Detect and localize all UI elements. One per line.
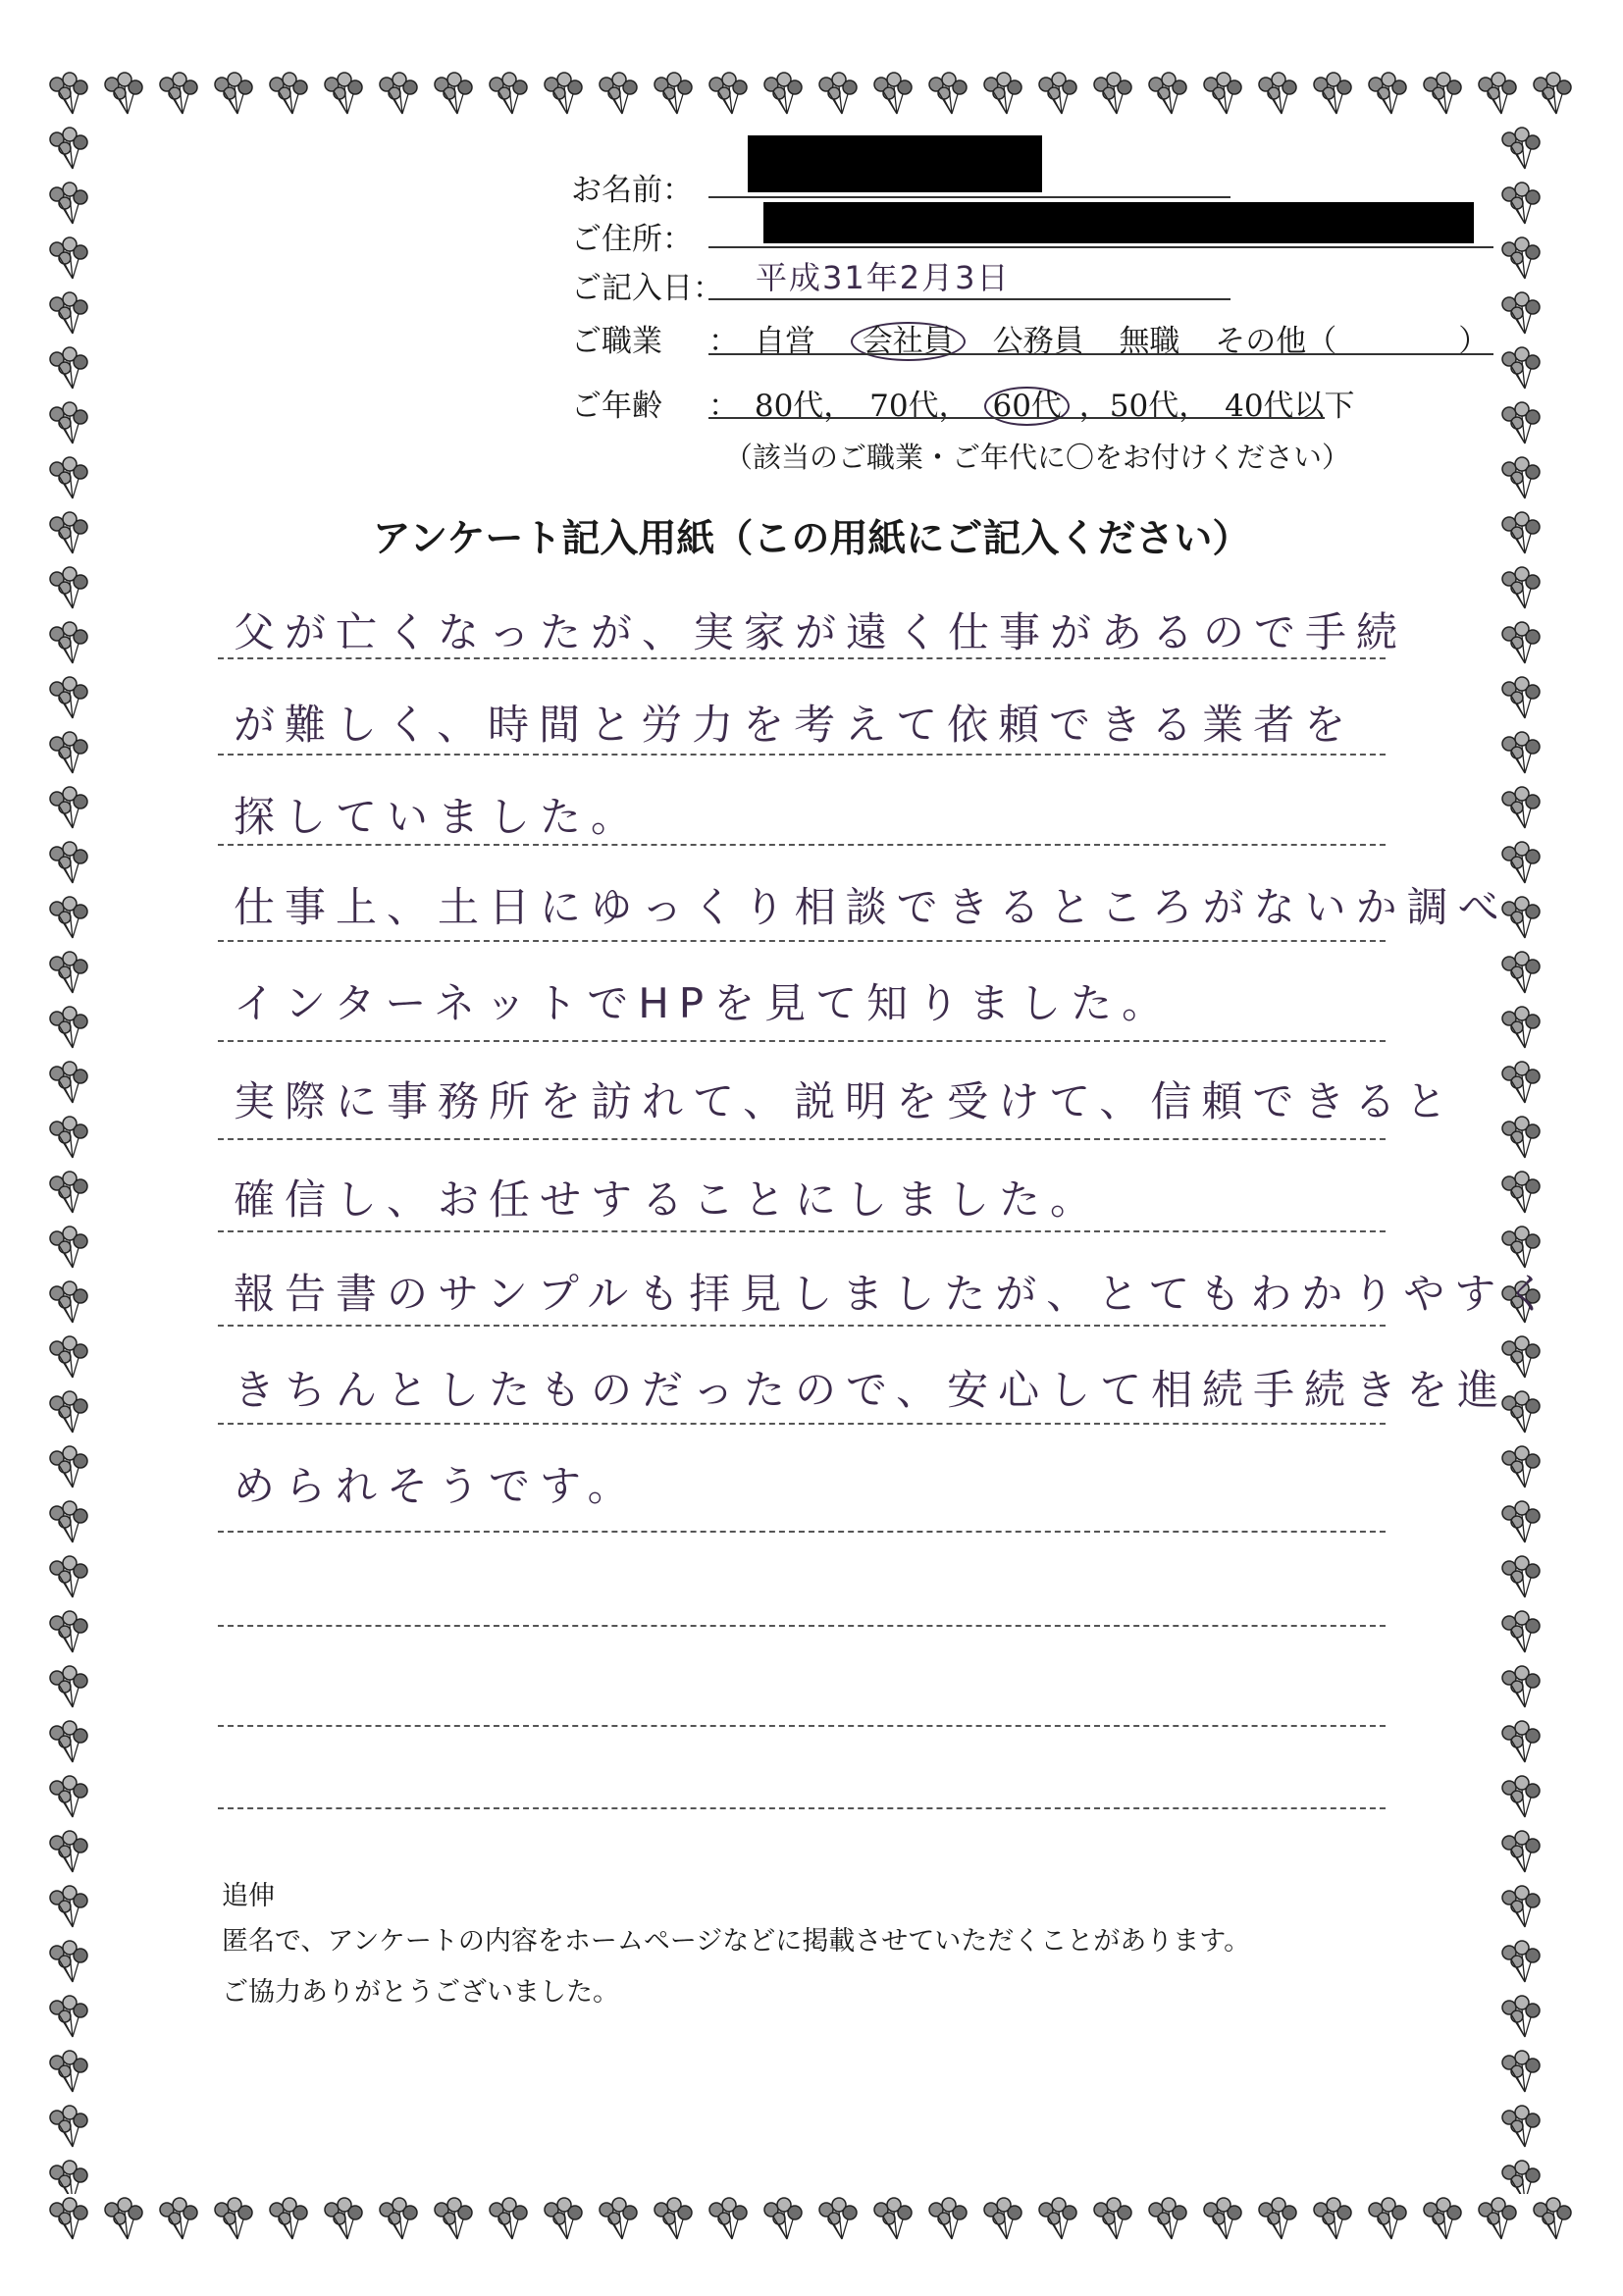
age-option-80s[interactable]: 80代，: [754, 389, 855, 424]
balloon-cluster-icon: [43, 2194, 98, 2249]
balloon-cluster-icon: [1142, 69, 1197, 124]
balloon-cluster-icon: [593, 69, 648, 124]
balloon-cluster-icon: [43, 234, 98, 288]
balloon-cluster-icon: [1252, 69, 1307, 124]
balloon-cluster-icon: [428, 2194, 483, 2249]
balloon-cluster-icon: [43, 2157, 98, 2194]
answer-rule: [218, 1625, 1386, 1627]
age-option-50s[interactable]: ，50代，: [1078, 389, 1210, 424]
age-label: ご年齢: [571, 389, 662, 424]
balloon-cluster-icon: [43, 1552, 98, 1607]
balloon-cluster-icon: [1495, 2047, 1550, 2102]
balloon-cluster-icon: [1495, 1058, 1550, 1113]
balloon-cluster-icon: [1495, 124, 1550, 179]
occupation-underline: [708, 353, 1493, 355]
balloon-cluster-icon: [703, 2194, 758, 2249]
balloon-cluster-icon: [43, 618, 98, 673]
balloon-cluster-icon: [703, 69, 758, 124]
answer-line-text: が難しく、時間と労力を考えて依頼できる業者を: [234, 701, 1356, 749]
balloon-cluster-icon: [538, 69, 593, 124]
answer-rule: [218, 940, 1386, 942]
age-option-70s[interactable]: 70代，: [869, 389, 969, 424]
balloon-cluster-icon: [98, 69, 153, 124]
balloon-cluster-icon: [648, 2194, 703, 2249]
address-underline: [708, 246, 1493, 248]
balloon-cluster-icon: [43, 1387, 98, 1442]
balloon-cluster-icon: [1495, 1442, 1550, 1497]
balloon-cluster-icon: [1472, 2194, 1527, 2249]
balloon-cluster-icon: [43, 69, 98, 124]
balloon-cluster-icon: [43, 1937, 98, 1992]
balloon-cluster-icon: [43, 893, 98, 948]
balloon-cluster-icon: [538, 2194, 593, 2249]
balloon-cluster-icon: [1495, 563, 1550, 618]
balloon-cluster-icon: [1495, 2102, 1550, 2157]
balloon-cluster-icon: [43, 1003, 98, 1058]
balloon-cluster-icon: [1307, 69, 1362, 124]
balloon-cluster-icon: [153, 69, 208, 124]
border-left: [43, 124, 98, 2194]
balloon-cluster-icon: [43, 1058, 98, 1113]
balloon-cluster-icon: [483, 69, 538, 124]
balloon-cluster-icon: [43, 179, 98, 234]
occupation-colon: ：: [708, 324, 739, 359]
answer-line-text: 仕事上、土日にゆっくり相談できるところがないか調べ: [234, 883, 1509, 931]
form-title: アンケート記入用紙（この用紙にご記入ください）: [372, 517, 1251, 561]
balloon-cluster-icon: [1417, 69, 1472, 124]
balloon-cluster-icon: [648, 69, 703, 124]
balloon-cluster-icon: [758, 2194, 812, 2249]
date-underline: [708, 298, 1230, 300]
balloon-cluster-icon: [1495, 728, 1550, 783]
answer-line-text: められそうです。: [234, 1462, 639, 1510]
balloon-cluster-icon: [1495, 1717, 1550, 1772]
balloon-cluster-icon: [43, 1607, 98, 1662]
balloon-cluster-icon: [483, 2194, 538, 2249]
balloon-cluster-icon: [43, 453, 98, 508]
balloon-cluster-icon: [1495, 398, 1550, 453]
balloon-cluster-icon: [1495, 1937, 1550, 1992]
balloon-cluster-icon: [43, 1827, 98, 1882]
balloon-cluster-icon: [43, 673, 98, 728]
balloon-cluster-icon: [43, 728, 98, 783]
answer-rule: [218, 1423, 1386, 1425]
answer-rule: [218, 1531, 1386, 1533]
balloon-cluster-icon: [43, 1113, 98, 1168]
balloon-cluster-icon: [1495, 1772, 1550, 1827]
balloon-cluster-icon: [1362, 69, 1417, 124]
border-right: [1495, 124, 1550, 2194]
footer-heading: 追伸: [222, 1881, 275, 1911]
balloon-cluster-icon: [1307, 2194, 1362, 2249]
occupation-option-other[interactable]: その他（ ）: [1215, 324, 1490, 359]
balloon-cluster-icon: [1142, 2194, 1197, 2249]
balloon-cluster-icon: [373, 2194, 428, 2249]
balloon-cluster-icon: [98, 2194, 153, 2249]
balloon-cluster-icon: [428, 69, 483, 124]
balloon-cluster-icon: [1495, 1552, 1550, 1607]
balloon-cluster-icon: [1495, 1497, 1550, 1552]
balloon-cluster-icon: [812, 69, 867, 124]
answer-rule: [218, 1138, 1386, 1140]
balloon-cluster-icon: [43, 1168, 98, 1223]
balloon-cluster-icon: [867, 69, 922, 124]
balloon-cluster-icon: [1362, 2194, 1417, 2249]
balloon-cluster-icon: [977, 69, 1032, 124]
balloon-cluster-icon: [1495, 1882, 1550, 1937]
balloon-cluster-icon: [1527, 2194, 1580, 2249]
balloon-cluster-icon: [43, 1662, 98, 1717]
balloon-cluster-icon: [43, 1223, 98, 1278]
answer-line-text: 実際に事務所を訪れて、説明を受けて、信頼できると: [234, 1077, 1457, 1125]
footer-line-2: ご協力ありがとうございました。: [222, 1977, 619, 2008]
balloon-cluster-icon: [758, 69, 812, 124]
balloon-cluster-icon: [43, 1717, 98, 1772]
balloon-cluster-icon: [263, 69, 318, 124]
balloon-cluster-icon: [373, 69, 428, 124]
balloon-cluster-icon: [1495, 948, 1550, 1003]
balloon-cluster-icon: [1527, 69, 1580, 124]
age-colon: ：: [708, 389, 739, 424]
balloon-cluster-icon: [1495, 1662, 1550, 1717]
address-redaction: [763, 202, 1474, 243]
balloon-cluster-icon: [1495, 2157, 1550, 2194]
occupation-option-company-employee[interactable]: 会社員: [851, 322, 966, 361]
balloon-cluster-icon: [593, 2194, 648, 2249]
balloon-cluster-icon: [1495, 1607, 1550, 1662]
balloon-cluster-icon: [1495, 618, 1550, 673]
answer-rule: [218, 1325, 1386, 1327]
answer-line-text: 探していました。: [234, 793, 643, 841]
answer-rule: [218, 1230, 1386, 1232]
name-underline: [708, 196, 1230, 198]
balloon-cluster-icon: [867, 2194, 922, 2249]
balloon-cluster-icon: [208, 69, 263, 124]
balloon-cluster-icon: [1032, 2194, 1087, 2249]
balloon-cluster-icon: [43, 838, 98, 893]
date-value: 平成31年2月3日: [756, 259, 1011, 296]
balloon-cluster-icon: [1495, 1827, 1550, 1882]
date-label: ご記入日：: [571, 271, 723, 306]
answer-rule: [218, 1040, 1386, 1042]
border-top: [43, 69, 1580, 124]
balloon-cluster-icon: [1495, 453, 1550, 508]
balloon-cluster-icon: [1417, 2194, 1472, 2249]
balloon-cluster-icon: [43, 783, 98, 838]
balloon-cluster-icon: [1087, 2194, 1142, 2249]
address-label: ご住所：: [571, 222, 693, 257]
occupation-label: ご職業: [571, 324, 662, 359]
balloon-cluster-icon: [1495, 1003, 1550, 1058]
age-underline: [708, 417, 1325, 419]
balloon-cluster-icon: [43, 563, 98, 618]
answer-rule: [218, 754, 1386, 756]
answer-line-text: 報告書のサンプルも拝見しましたが、とてもわかりやすく: [234, 1270, 1557, 1318]
balloon-cluster-icon: [1032, 69, 1087, 124]
balloon-cluster-icon: [208, 2194, 263, 2249]
balloon-cluster-icon: [43, 2102, 98, 2157]
balloon-cluster-icon: [1495, 234, 1550, 288]
footer-line-1: 匿名で、アンケートの内容をホームページなどに掲載させていただくことがあります。: [222, 1926, 1251, 1957]
balloon-cluster-icon: [1197, 69, 1252, 124]
balloon-cluster-icon: [43, 124, 98, 179]
balloon-cluster-icon: [1495, 673, 1550, 728]
occupation-option-civil-servant[interactable]: 公務員: [992, 324, 1084, 359]
answer-rule: [218, 657, 1386, 659]
balloon-cluster-icon: [1252, 2194, 1307, 2249]
balloon-cluster-icon: [977, 2194, 1032, 2249]
answer-line-text: 確信し、お任せすることにしました。: [234, 1175, 1102, 1224]
answer-rule: [218, 1725, 1386, 1727]
answer-line-text: きちんとしたものだったので、安心して相続手続きを進: [234, 1366, 1509, 1414]
balloon-cluster-icon: [1495, 179, 1550, 234]
balloon-cluster-icon: [43, 1442, 98, 1497]
balloon-cluster-icon: [922, 69, 977, 124]
answer-line-text: 父が亡くなったが、実家が遠く仕事があるので手続: [234, 608, 1408, 656]
balloon-cluster-icon: [318, 69, 373, 124]
occupation-option-unemployed[interactable]: 無職: [1119, 324, 1180, 359]
occupation-option-self-employed[interactable]: 自営: [754, 324, 815, 359]
answer-line-text: インターネットでHPを見て知りました。: [234, 979, 1174, 1027]
balloon-cluster-icon: [43, 1497, 98, 1552]
answer-rule: [218, 1807, 1386, 1809]
age-option-60s[interactable]: 60代: [984, 387, 1069, 426]
balloon-cluster-icon: [43, 288, 98, 343]
age-option-40s-under[interactable]: 40代以下: [1225, 389, 1355, 424]
border-bottom: [43, 2194, 1580, 2249]
balloon-cluster-icon: [1495, 1992, 1550, 2047]
balloon-cluster-icon: [43, 1772, 98, 1827]
answer-rule: [218, 844, 1386, 846]
balloon-cluster-icon: [43, 1278, 98, 1332]
balloon-cluster-icon: [43, 1882, 98, 1937]
balloon-cluster-icon: [1087, 69, 1142, 124]
balloon-cluster-icon: [1495, 1113, 1550, 1168]
balloon-cluster-icon: [1472, 69, 1527, 124]
balloon-cluster-icon: [43, 1992, 98, 2047]
balloon-cluster-icon: [43, 343, 98, 398]
name-redaction: [748, 135, 1042, 192]
balloon-cluster-icon: [263, 2194, 318, 2249]
balloon-cluster-icon: [318, 2194, 373, 2249]
balloon-cluster-icon: [812, 2194, 867, 2249]
balloon-cluster-icon: [43, 398, 98, 453]
name-label: お名前：: [571, 173, 693, 208]
instruction-note: （該当のご職業・ご年代に〇をお付けください）: [724, 441, 1351, 474]
balloon-cluster-icon: [1197, 2194, 1252, 2249]
balloon-cluster-icon: [153, 2194, 208, 2249]
balloon-cluster-icon: [43, 2047, 98, 2102]
balloon-cluster-icon: [1495, 1168, 1550, 1223]
balloon-cluster-icon: [1495, 783, 1550, 838]
balloon-cluster-icon: [43, 1332, 98, 1387]
balloon-cluster-icon: [922, 2194, 977, 2249]
balloon-cluster-icon: [43, 948, 98, 1003]
